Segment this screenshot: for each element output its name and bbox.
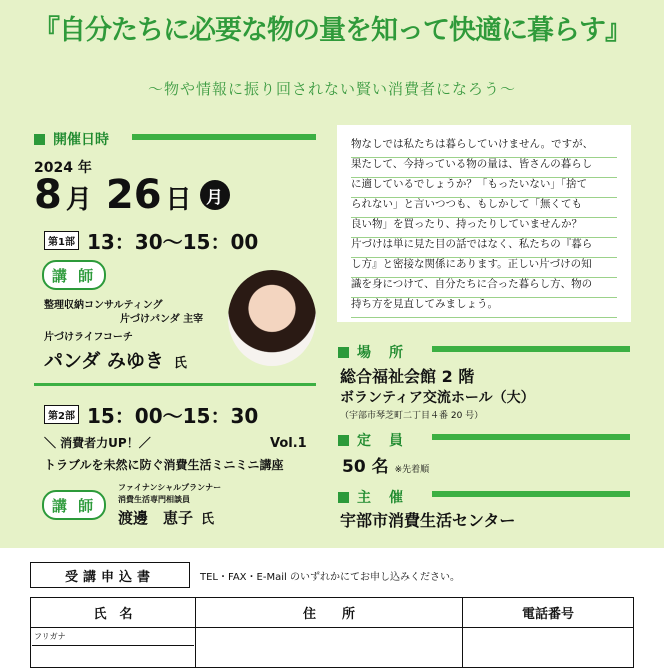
- intro-line: られない」と言いつつも、もしかして「無くても: [351, 191, 617, 218]
- intro-line: 物なしでは私たちは暮らしていけません。ですが、: [351, 131, 617, 158]
- part2-catch: ＼ 消費者力UP！／: [44, 436, 151, 450]
- part1-name: パンダ みゆき: [44, 350, 164, 372]
- venue-heading: [338, 342, 405, 362]
- part2-tag: 第2部: [44, 405, 79, 424]
- part-divider: [34, 383, 316, 386]
- part2-time: 15：00〜15：30: [86, 404, 259, 428]
- date-heading: [34, 129, 109, 149]
- flyer-subtitle: 〜物や情報に振り回されない賢い消費者になろう〜: [147, 80, 516, 98]
- part2-role-line1: ファイナンシャルプランナー: [118, 483, 222, 492]
- square-bullet-icon: [338, 492, 349, 503]
- application-form-table: [30, 597, 634, 668]
- part2-name: 渡邊 恵子: [118, 509, 194, 527]
- part2-name-row: [118, 507, 214, 528]
- intro-line: し方』と密接な関係にあります。正しい片づけの知: [351, 251, 617, 278]
- part2-lecturer-badge: 講 師: [42, 490, 106, 520]
- event-day: 26: [105, 172, 162, 218]
- intro-line: 片づけは単に見た目の話ではなく、私たちの『暮ら: [351, 231, 617, 258]
- heading-bar: [132, 134, 316, 140]
- event-day-unit: 日: [165, 185, 192, 215]
- event-month: 8: [34, 172, 62, 218]
- form-address-cell[interactable]: [196, 628, 463, 668]
- part2-course: トラブルを未然に防ぐ消費生活ミニミニ講座: [44, 458, 284, 472]
- flyer-title: 『自分たちに必要な物の量を知って快適に暮らす』: [33, 15, 631, 46]
- event-month-unit: 月: [65, 185, 92, 215]
- event-year: 2024 年: [34, 160, 92, 176]
- part1-org-line1: 整理収納コンサルティング: [44, 300, 163, 311]
- organizer-heading: [338, 487, 405, 507]
- part2-vol: Vol.1: [270, 436, 307, 451]
- lecturer-photo: [228, 270, 316, 366]
- venue-line2: ボランティア交流ホール（大）: [340, 390, 535, 406]
- venue-address: （宇部市琴芝町二丁目４番 20 号）: [340, 411, 484, 421]
- form-furigana-label: フリガナ: [32, 629, 194, 646]
- form-col-name: 氏 名: [31, 598, 196, 628]
- intro-line: 良い物」を買ったり、持ったりしていませんか？: [351, 211, 617, 238]
- part2-role-line2: 消費生活専門相談員: [118, 495, 190, 504]
- capacity-value: 50 名: [342, 457, 389, 477]
- part1-time-row: [44, 226, 258, 255]
- intro-line: 持ち方を見直してみましょう。: [351, 291, 617, 318]
- intro-line: 果たして、今持っている物の量は、皆さんの暮らし: [351, 151, 617, 178]
- heading-bar: [432, 434, 630, 440]
- part1-honorific: 氏: [173, 356, 187, 371]
- square-bullet-icon: [34, 134, 45, 145]
- heading-bar: [432, 491, 630, 497]
- form-instruction: TEL・FAX・E-Mail のいずれかにてお申し込みください。: [200, 572, 460, 583]
- venue-heading-label: 場 所: [357, 345, 405, 361]
- heading-bar: [432, 346, 630, 352]
- form-col-phone: 電話番号: [463, 598, 634, 628]
- capacity-note: ※先着順: [394, 465, 430, 475]
- capacity-heading: [338, 430, 405, 450]
- part1-role: 片づけライフコーチ: [44, 332, 133, 343]
- part1-org-line2: 片づけパンダ 主宰: [120, 314, 204, 325]
- part1-name-row: [44, 346, 187, 373]
- venue-line1: 総合福祉会館 2 階: [340, 367, 475, 386]
- intro-line: に適しているでしょうか？「もったいない」「捨て: [351, 171, 617, 198]
- organizer-value: 宇部市消費生活センター: [340, 511, 516, 530]
- intro-text-box: [337, 125, 631, 322]
- organizer-heading-label: 主 催: [357, 490, 405, 506]
- part1-tag: 第1部: [44, 231, 79, 250]
- part1-time: 13：30〜15：00: [86, 230, 259, 254]
- intro-line: 識を身につけて、自分たちに合った暮らし方、物の: [351, 271, 617, 298]
- form-name-cell[interactable]: [31, 628, 196, 668]
- form-title: 受講申込書: [30, 562, 190, 588]
- capacity-heading-label: 定 員: [357, 433, 405, 449]
- form-phone-cell[interactable]: [463, 628, 634, 668]
- event-date: [34, 172, 230, 218]
- part1-lecturer-badge: 講 師: [42, 260, 106, 290]
- part2-honorific: 氏: [201, 512, 215, 527]
- form-col-address: 住 所: [196, 598, 463, 628]
- date-heading-label: 開催日時: [53, 132, 109, 148]
- square-bullet-icon: [338, 435, 349, 446]
- square-bullet-icon: [338, 347, 349, 358]
- capacity-row: [342, 452, 429, 477]
- part2-time-row: [44, 400, 258, 429]
- event-weekday: 月: [200, 180, 230, 210]
